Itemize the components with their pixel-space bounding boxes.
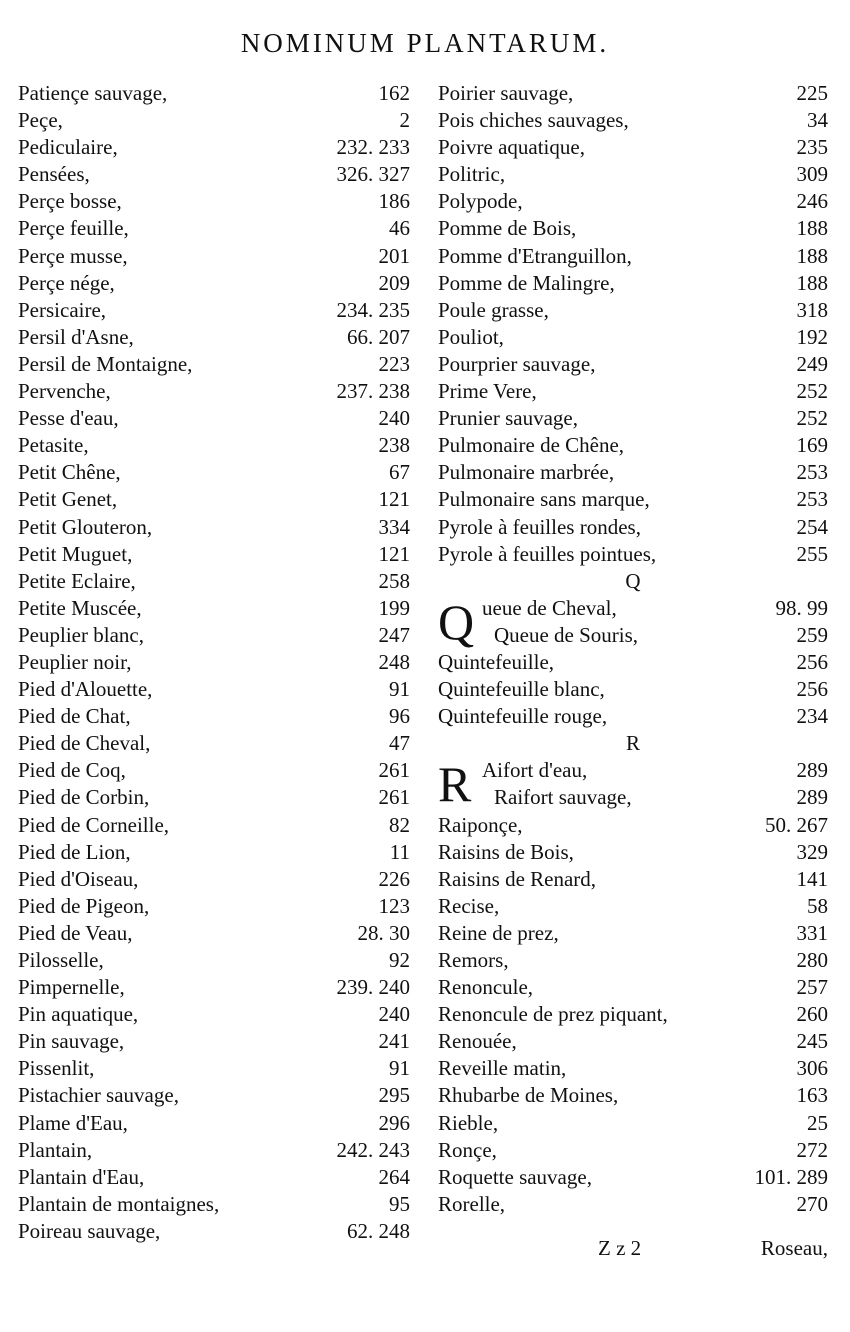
- index-entry-pages: 242. 243: [336, 1137, 410, 1162]
- index-entry: [18, 486, 410, 513]
- index-entry-name: Perçe feuille,: [18, 216, 129, 241]
- index-entry-pages: 289: [796, 785, 828, 810]
- index-entry: [438, 1164, 828, 1191]
- index-entry-name: Perçe nége,: [18, 270, 115, 295]
- index-entry: [438, 920, 828, 947]
- index-entry-name: Rhubarbe de Moines,: [438, 1083, 619, 1108]
- index-entry: [438, 893, 828, 920]
- index-entry-name: Pin sauvage,: [18, 1029, 125, 1054]
- index-entry-pages: 331: [796, 920, 828, 945]
- index-entry-name: Pediculaire,: [18, 135, 118, 160]
- index-entry: [18, 405, 410, 432]
- index-entry-name: Persil de Montaigne,: [18, 351, 193, 376]
- index-entry-name: Quintefeuille,: [438, 649, 555, 674]
- index-entry: [18, 947, 410, 974]
- index-entry: [438, 134, 828, 161]
- index-entry: [438, 80, 828, 107]
- index-entry-name: Pomme de Bois,: [438, 216, 577, 241]
- drop-cap-r: R: [438, 756, 472, 813]
- index-entry: [18, 1137, 410, 1164]
- index-entry-name: Poule grasse,: [438, 297, 549, 322]
- index-entry-pages: 309: [796, 162, 828, 187]
- index-entry-pages: 11: [389, 839, 410, 864]
- index-entry-name: Petit Glouteron,: [18, 514, 153, 539]
- index-entry-name: Pervenche,: [18, 379, 111, 404]
- index-entry-name: Remors,: [438, 948, 509, 972]
- index-entry-name: Politric,: [438, 162, 506, 187]
- index-entry-name: Renoncule,: [438, 975, 534, 1000]
- index-entry-name: Plame d'Eau,: [18, 1110, 128, 1135]
- index-entry-pages: 253: [796, 460, 828, 485]
- index-entry-pages: 67: [389, 460, 410, 485]
- index-entry-name: Pulmonaire sans marque,: [438, 487, 650, 512]
- index-entry-name: Persicaire,: [18, 297, 107, 322]
- index-entry-pages: 25: [807, 1110, 828, 1135]
- index-entry-pages: 256: [796, 649, 828, 674]
- index-entry: [438, 839, 828, 866]
- index-entry-pages: 289: [796, 758, 828, 783]
- index-entry-name: Poivre aquatique,: [438, 135, 585, 160]
- index-entry: [438, 215, 828, 242]
- index-entry-pages: 334: [378, 514, 410, 539]
- index-entry: [18, 297, 410, 324]
- entries-p-continued: [438, 80, 828, 568]
- index-entry: [18, 432, 410, 459]
- index-entry-pages: 188: [796, 243, 828, 268]
- index-entry-pages: 96: [389, 704, 410, 729]
- index-entry: [18, 676, 410, 703]
- index-entry-name: Pied d'Oiseau,: [18, 866, 139, 891]
- index-entry: [18, 1001, 410, 1028]
- index-entry: [438, 812, 828, 839]
- index-entry-pages: 239. 240: [336, 975, 410, 1000]
- index-entry: [438, 866, 828, 893]
- index-entry: [438, 405, 828, 432]
- index-entry: [18, 839, 410, 866]
- index-entry-pages: 199: [378, 595, 410, 620]
- index-entry-pages: 272: [796, 1137, 828, 1162]
- index-entry-name: Raiponçe,: [438, 812, 523, 837]
- index-entry: [18, 1082, 410, 1109]
- index-entry: [438, 974, 828, 1001]
- index-entry: [438, 378, 828, 405]
- index-entry-pages: 91: [389, 677, 410, 702]
- index-column-left: [18, 80, 410, 1245]
- index-entry-pages: 256: [796, 677, 828, 702]
- catchword: Roseau,: [760, 1236, 828, 1260]
- index-entry-name: Pois chiches sauvages,: [438, 108, 629, 133]
- index-entry: [438, 1191, 828, 1218]
- index-entry-pages: 188: [796, 216, 828, 241]
- index-entry-name: Pimpernelle,: [18, 975, 125, 1000]
- index-entry-pages: 163: [796, 1083, 828, 1108]
- index-entry-name: Pied de Pigeon,: [18, 893, 150, 918]
- index-entry: [438, 541, 828, 568]
- index-entry-pages: 201: [378, 243, 410, 268]
- index-entry: [18, 1055, 410, 1082]
- index-entry-name: Petite Eclaire,: [18, 568, 136, 593]
- index-entry-pages: 2: [399, 108, 410, 133]
- index-entry: [18, 757, 410, 784]
- entries-r: [438, 812, 828, 1218]
- index-entry-pages: 234: [796, 704, 828, 729]
- index-entry-pages: 240: [378, 406, 410, 431]
- index-entry: [438, 324, 828, 351]
- index-entry-name: Rieble,: [438, 1110, 499, 1135]
- index-entry-name: Petit Genet,: [18, 487, 118, 512]
- page-footer: [438, 1235, 828, 1262]
- index-entry-name: Polypode,: [438, 189, 523, 214]
- index-entry-pages: 186: [378, 189, 410, 214]
- index-entry: [18, 568, 410, 595]
- index-entry-pages: 141: [796, 866, 828, 891]
- index-entry-pages: 232. 233: [336, 135, 410, 160]
- index-entry: [18, 243, 410, 270]
- index-entry-name: Poirier sauvage,: [438, 81, 574, 105]
- index-entry: [18, 1191, 410, 1218]
- index-entry: [18, 649, 410, 676]
- index-entry: [18, 215, 410, 242]
- index-entry-pages: 296: [378, 1110, 410, 1135]
- index-entry: [18, 459, 410, 486]
- index-entry-name: Pesse d'eau,: [18, 406, 119, 431]
- index-entry-pages: 34: [807, 108, 828, 133]
- index-entry-pages: 253: [796, 487, 828, 512]
- index-entry: [18, 1028, 410, 1055]
- index-entry: [438, 297, 828, 324]
- index-entry-name: Reine de prez,: [438, 920, 559, 945]
- index-entry-name: Pied de Corbin,: [18, 785, 150, 810]
- index-entry-pages: 98. 99: [775, 595, 828, 620]
- index-entry-pages: 209: [378, 270, 410, 295]
- index-entry: [18, 351, 410, 378]
- index-entry: [438, 1137, 828, 1164]
- index-entry-name: Reveille matin,: [438, 1056, 567, 1081]
- index-entry-pages: 28. 30: [357, 920, 410, 945]
- index-entry: [18, 1164, 410, 1191]
- index-entry-pages: 245: [796, 1029, 828, 1054]
- index-entry-name: Quintefeuille blanc,: [438, 677, 605, 702]
- index-entry-name: Raisins de Renard,: [438, 866, 597, 891]
- index-entry-name: Pilosselle,: [18, 948, 104, 972]
- index-entry-name: Queue de Souris,: [494, 622, 639, 647]
- index-entry-pages: 225: [796, 81, 828, 105]
- index-entry-pages: 318: [796, 297, 828, 322]
- index-entry-pages: 252: [796, 406, 828, 431]
- index-entry-pages: 246: [796, 189, 828, 214]
- index-entry-pages: 46: [389, 216, 410, 241]
- index-entry-pages: 235: [796, 135, 828, 160]
- page-title: NOMINUM PLANTARUM.: [240, 28, 610, 58]
- index-entry-name: Poireau sauvage,: [18, 1218, 161, 1243]
- section-letter-q: Q: [625, 568, 641, 593]
- index-entry-name: Raisins de Bois,: [438, 839, 574, 864]
- section-letter-r: R: [625, 731, 640, 756]
- index-entry: [18, 1110, 410, 1137]
- index-entry-name: Pied de Lion,: [18, 839, 131, 864]
- index-entry-name: Prime Vere,: [438, 379, 537, 404]
- index-entry-name: Raifort sauvage,: [494, 785, 632, 810]
- index-entry: [18, 161, 410, 188]
- index-entry: [18, 920, 410, 947]
- index-entry-name: Pin aquatique,: [18, 1002, 139, 1027]
- index-entry: [18, 188, 410, 215]
- index-entry-pages: 223: [378, 351, 410, 376]
- index-entry-pages: 47: [389, 731, 410, 756]
- index-entry-name: Pomme de Malingre,: [438, 270, 615, 295]
- index-entry-pages: 121: [378, 487, 410, 512]
- index-entry-pages: 240: [378, 1002, 410, 1027]
- index-entry-pages: 121: [378, 541, 410, 566]
- index-entry-pages: 264: [378, 1164, 410, 1189]
- index-entry: [18, 893, 410, 920]
- index-entry: [438, 432, 828, 459]
- index-entry: [18, 595, 410, 622]
- index-entry: [18, 974, 410, 1001]
- index-entry-pages: 238: [378, 433, 410, 458]
- index-entry: [18, 866, 410, 893]
- index-entry-pages: 260: [796, 1002, 828, 1027]
- signature-mark: Z z 2: [598, 1236, 642, 1260]
- index-entry: [438, 486, 828, 513]
- index-entry: [438, 161, 828, 188]
- index-entry-name: Pied de Coq,: [18, 758, 126, 783]
- index-entry-pages: 261: [378, 785, 410, 810]
- index-entry-pages: 306: [796, 1056, 828, 1081]
- index-entry: [438, 270, 828, 297]
- index-entry-name: Pied de Chat,: [18, 704, 131, 729]
- index-entry-name: Renoncule de prez piquant,: [438, 1002, 668, 1027]
- index-entry: [18, 541, 410, 568]
- entries-q: [438, 649, 828, 730]
- index-entry: [438, 1110, 828, 1137]
- index-entry: [438, 1001, 828, 1028]
- index-entry-pages: 254: [796, 514, 828, 539]
- index-entry-name: Pourprier sauvage,: [438, 351, 596, 376]
- index-entry-name: Patiençe sauvage,: [18, 81, 168, 105]
- index-entry: [18, 1218, 410, 1245]
- index-entry-pages: 295: [378, 1083, 410, 1108]
- index-entry-pages: 326. 327: [336, 162, 410, 187]
- index-entry: [438, 1055, 828, 1082]
- index-entry-pages: 162: [378, 81, 410, 105]
- index-entry-pages: 95: [389, 1191, 410, 1216]
- index-entry-name: Plantain d'Eau,: [18, 1164, 145, 1189]
- index-entry-pages: 252: [796, 379, 828, 404]
- index-entry: [18, 812, 410, 839]
- index-entry-name: Prunier sauvage,: [438, 406, 578, 431]
- index-entry: [18, 134, 410, 161]
- index-entry-name: Pied de Cheval,: [18, 731, 151, 756]
- index-entry-name: Pissenlit,: [18, 1056, 95, 1081]
- index-entry-name: Pulmonaire de Chêne,: [438, 433, 625, 458]
- index-entry: [18, 703, 410, 730]
- index-entry: [438, 947, 828, 974]
- index-entry: [18, 784, 410, 811]
- drop-cap-q: Q: [438, 593, 475, 650]
- index-entry-pages: 92: [389, 948, 410, 972]
- index-entry-name: Pied d'Alouette,: [18, 677, 153, 702]
- index-entry-pages: 123: [378, 893, 410, 918]
- index-entry-pages: 101. 289: [754, 1164, 828, 1189]
- index-entry-pages: 247: [378, 622, 410, 647]
- index-entry: [438, 107, 828, 134]
- index-entry-pages: 259: [796, 622, 828, 647]
- index-entry: [18, 107, 410, 134]
- index-entry-pages: 255: [796, 541, 828, 566]
- index-entry-pages: 270: [796, 1191, 828, 1216]
- index-entry-name: Pulmonaire marbrée,: [438, 460, 615, 485]
- index-entry-name: Perçe musse,: [18, 243, 128, 268]
- index-entry-name: Petasite,: [18, 433, 89, 458]
- index-entry-pages: 257: [796, 975, 828, 1000]
- index-entry-pages: 226: [378, 866, 410, 891]
- index-entry-name: Peçe,: [18, 108, 63, 133]
- index-entry-pages: 62. 248: [347, 1218, 410, 1243]
- index-entry-name: Pouliot,: [438, 324, 504, 349]
- index-entry-pages: 329: [796, 839, 828, 864]
- index-entry-name: Peuplier noir,: [18, 649, 132, 674]
- index-entry-pages: 280: [796, 948, 828, 972]
- index-entry-pages: 261: [378, 758, 410, 783]
- index-entry-name: Rorelle,: [438, 1191, 506, 1216]
- index-entry-pages: 192: [796, 324, 828, 349]
- index-entry-name: Pyrole à feuilles rondes,: [438, 514, 641, 539]
- index-entry-name: Petite Muscée,: [18, 595, 142, 620]
- index-entry-name: Ronçe,: [438, 1137, 497, 1162]
- index-entry: [438, 703, 828, 730]
- index-entry: [438, 649, 828, 676]
- index-entry-pages: 258: [378, 568, 410, 593]
- index-entry-pages: 66. 207: [347, 324, 410, 349]
- index-entry: [438, 1028, 828, 1055]
- index-column-right: [438, 80, 828, 1218]
- index-entry: [438, 1082, 828, 1109]
- index-entry-pages: 91: [389, 1056, 410, 1081]
- index-entry-name: Petit Muguet,: [18, 541, 133, 566]
- index-entry-name: Pyrole à feuilles pointues,: [438, 541, 657, 566]
- index-entry-name: Roquette sauvage,: [438, 1164, 592, 1189]
- section-r-opening: [438, 757, 828, 811]
- index-entry-name: Pensées,: [18, 162, 90, 187]
- index-entry-pages: 241: [378, 1029, 410, 1054]
- index-entry-pages: 234. 235: [336, 297, 410, 322]
- index-entry-name: Persil d'Asne,: [18, 324, 134, 349]
- index-entry: [438, 243, 828, 270]
- index-entry-name: Aifort d'eau,: [482, 758, 588, 783]
- index-entry-pages: 169: [796, 433, 828, 458]
- index-entry-name: Perçe bosse,: [18, 189, 122, 214]
- index-entry: [438, 676, 828, 703]
- index-entry: [18, 270, 410, 297]
- index-entry-pages: 237. 238: [336, 379, 410, 404]
- index-entry-pages: 82: [389, 812, 410, 837]
- index-entry-name: Pomme d'Etranguillon,: [438, 243, 632, 268]
- index-entry: [18, 378, 410, 405]
- index-entry-pages: 248: [378, 649, 410, 674]
- index-entry: [438, 188, 828, 215]
- index-entry: [18, 622, 410, 649]
- index-entry-name: Quintefeuille rouge,: [438, 704, 608, 729]
- index-entry-name: Plantain,: [18, 1137, 93, 1162]
- index-entry-name: Pied de Veau,: [18, 920, 133, 945]
- index-entry-name: Renouée,: [438, 1029, 517, 1054]
- index-entry: [438, 459, 828, 486]
- index-entry-name: ueue de Cheval,: [482, 595, 617, 620]
- index-entry: [18, 80, 410, 107]
- index-entry-pages: 249: [796, 351, 828, 376]
- index-entry-name: Recise,: [438, 893, 500, 918]
- index-entry: [18, 514, 410, 541]
- index-entry-pages: 50. 267: [765, 812, 828, 837]
- index-entry: [438, 514, 828, 541]
- index-entry: [18, 730, 410, 757]
- index-entry: [438, 351, 828, 378]
- index-entry-name: Pied de Corneille,: [18, 812, 170, 837]
- section-q-opening: [438, 595, 828, 649]
- index-entry-name: Peuplier blanc,: [18, 622, 144, 647]
- index-entry: [18, 324, 410, 351]
- index-entry-name: Plantain de montaignes,: [18, 1191, 220, 1216]
- index-entry-name: Petit Chêne,: [18, 460, 121, 485]
- index-entry-pages: 58: [807, 893, 828, 918]
- index-entry-name: Pistachier sauvage,: [18, 1083, 179, 1108]
- index-entry-pages: 188: [796, 270, 828, 295]
